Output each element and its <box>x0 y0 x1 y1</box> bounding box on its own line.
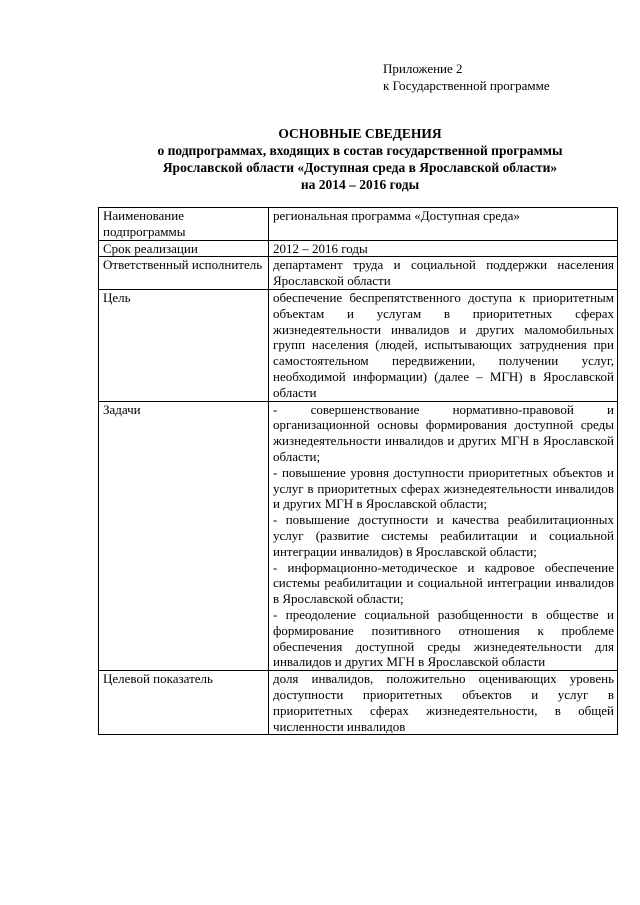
heading-line-2: о подпрограммах, входящих в состав государственной программы <box>157 143 563 158</box>
row-value-name: региональная программа «Доступная среда» <box>269 208 618 241</box>
table-row-goal <box>99 289 618 401</box>
appendix-note <box>383 60 550 94</box>
row-value-period: 2012 – 2016 годы <box>269 240 618 257</box>
table-row-executor <box>99 257 618 290</box>
row-label-name: Наименование подпрограммы <box>99 208 269 241</box>
task-item-1: - совершенствование нормативно-правовой и организационной основы формирования доступной среды жизнедеятельности инвалидов и других МГН в Ярославской области; <box>273 401 614 464</box>
heading-line-3: Ярославской области «Доступная среда в Ярославской области» <box>162 160 558 175</box>
row-label-tasks: Задачи <box>99 401 269 671</box>
heading-line-4: на 2014 – 2016 годы <box>300 177 420 192</box>
document-heading <box>95 125 625 193</box>
row-value-executor: департамент труда и социальной поддержки населения Ярославской области <box>269 257 618 290</box>
task-item-5: - преодоление социальной разобщенности в обществе и формирование позитивного отношения к проблеме обеспечения доступной среды жизнедеятельности для инвалидов и других МГН в Ярославской области <box>273 606 614 670</box>
task-item-2: - повышение уровня доступности приоритетных объектов и услуг в приоритетных сферах жизнедеятельности инвалидов и других МГН в Ярославской области; <box>273 464 614 512</box>
subprogram-info-table <box>98 207 618 735</box>
task-item-4: - информационно-методическое и кадровое обеспечение системы реабилитации и социальной интеграции инвалидов в Ярославской области; <box>273 559 614 607</box>
heading-title: ОСНОВНЫЕ СВЕДЕНИЯ <box>278 126 442 141</box>
row-label-period: Срок реализации <box>99 240 269 257</box>
task-item-3: - повышение доступности и качества реабилитационных услуг (развитие системы реабилитации и социальной интеграции инвалидов) в Ярославской области; <box>273 512 614 559</box>
row-value-tasks <box>269 401 618 671</box>
row-label-indicator: Целевой показатель <box>99 671 269 735</box>
appendix-line-2: к Государственной программе <box>383 78 550 93</box>
row-value-goal: обеспечение беспрепятственного доступа к приоритетным объектам и услугам в приоритетных сферах жизнедеятельности инвалидов и других маломобильных групп населения (людей, испытывающих затруднения при самостоятельном передвижении, получении услуг, необходимой информации) (далее – МГН) в Ярославской области <box>269 289 618 401</box>
table-row-name <box>99 208 618 241</box>
table-row-tasks <box>99 401 618 671</box>
row-label-executor: Ответственный исполнитель <box>99 257 269 290</box>
row-value-indicator: доля инвалидов, положительно оценивающих уровень доступности приоритетных объектов и услуг в приоритетных сферах жизнедеятельности, в общей численности инвалидов <box>269 671 618 735</box>
table-row-indicator <box>99 671 618 735</box>
row-label-goal: Цель <box>99 289 269 401</box>
table-row-period <box>99 240 618 257</box>
appendix-line-1: Приложение 2 <box>383 61 463 76</box>
